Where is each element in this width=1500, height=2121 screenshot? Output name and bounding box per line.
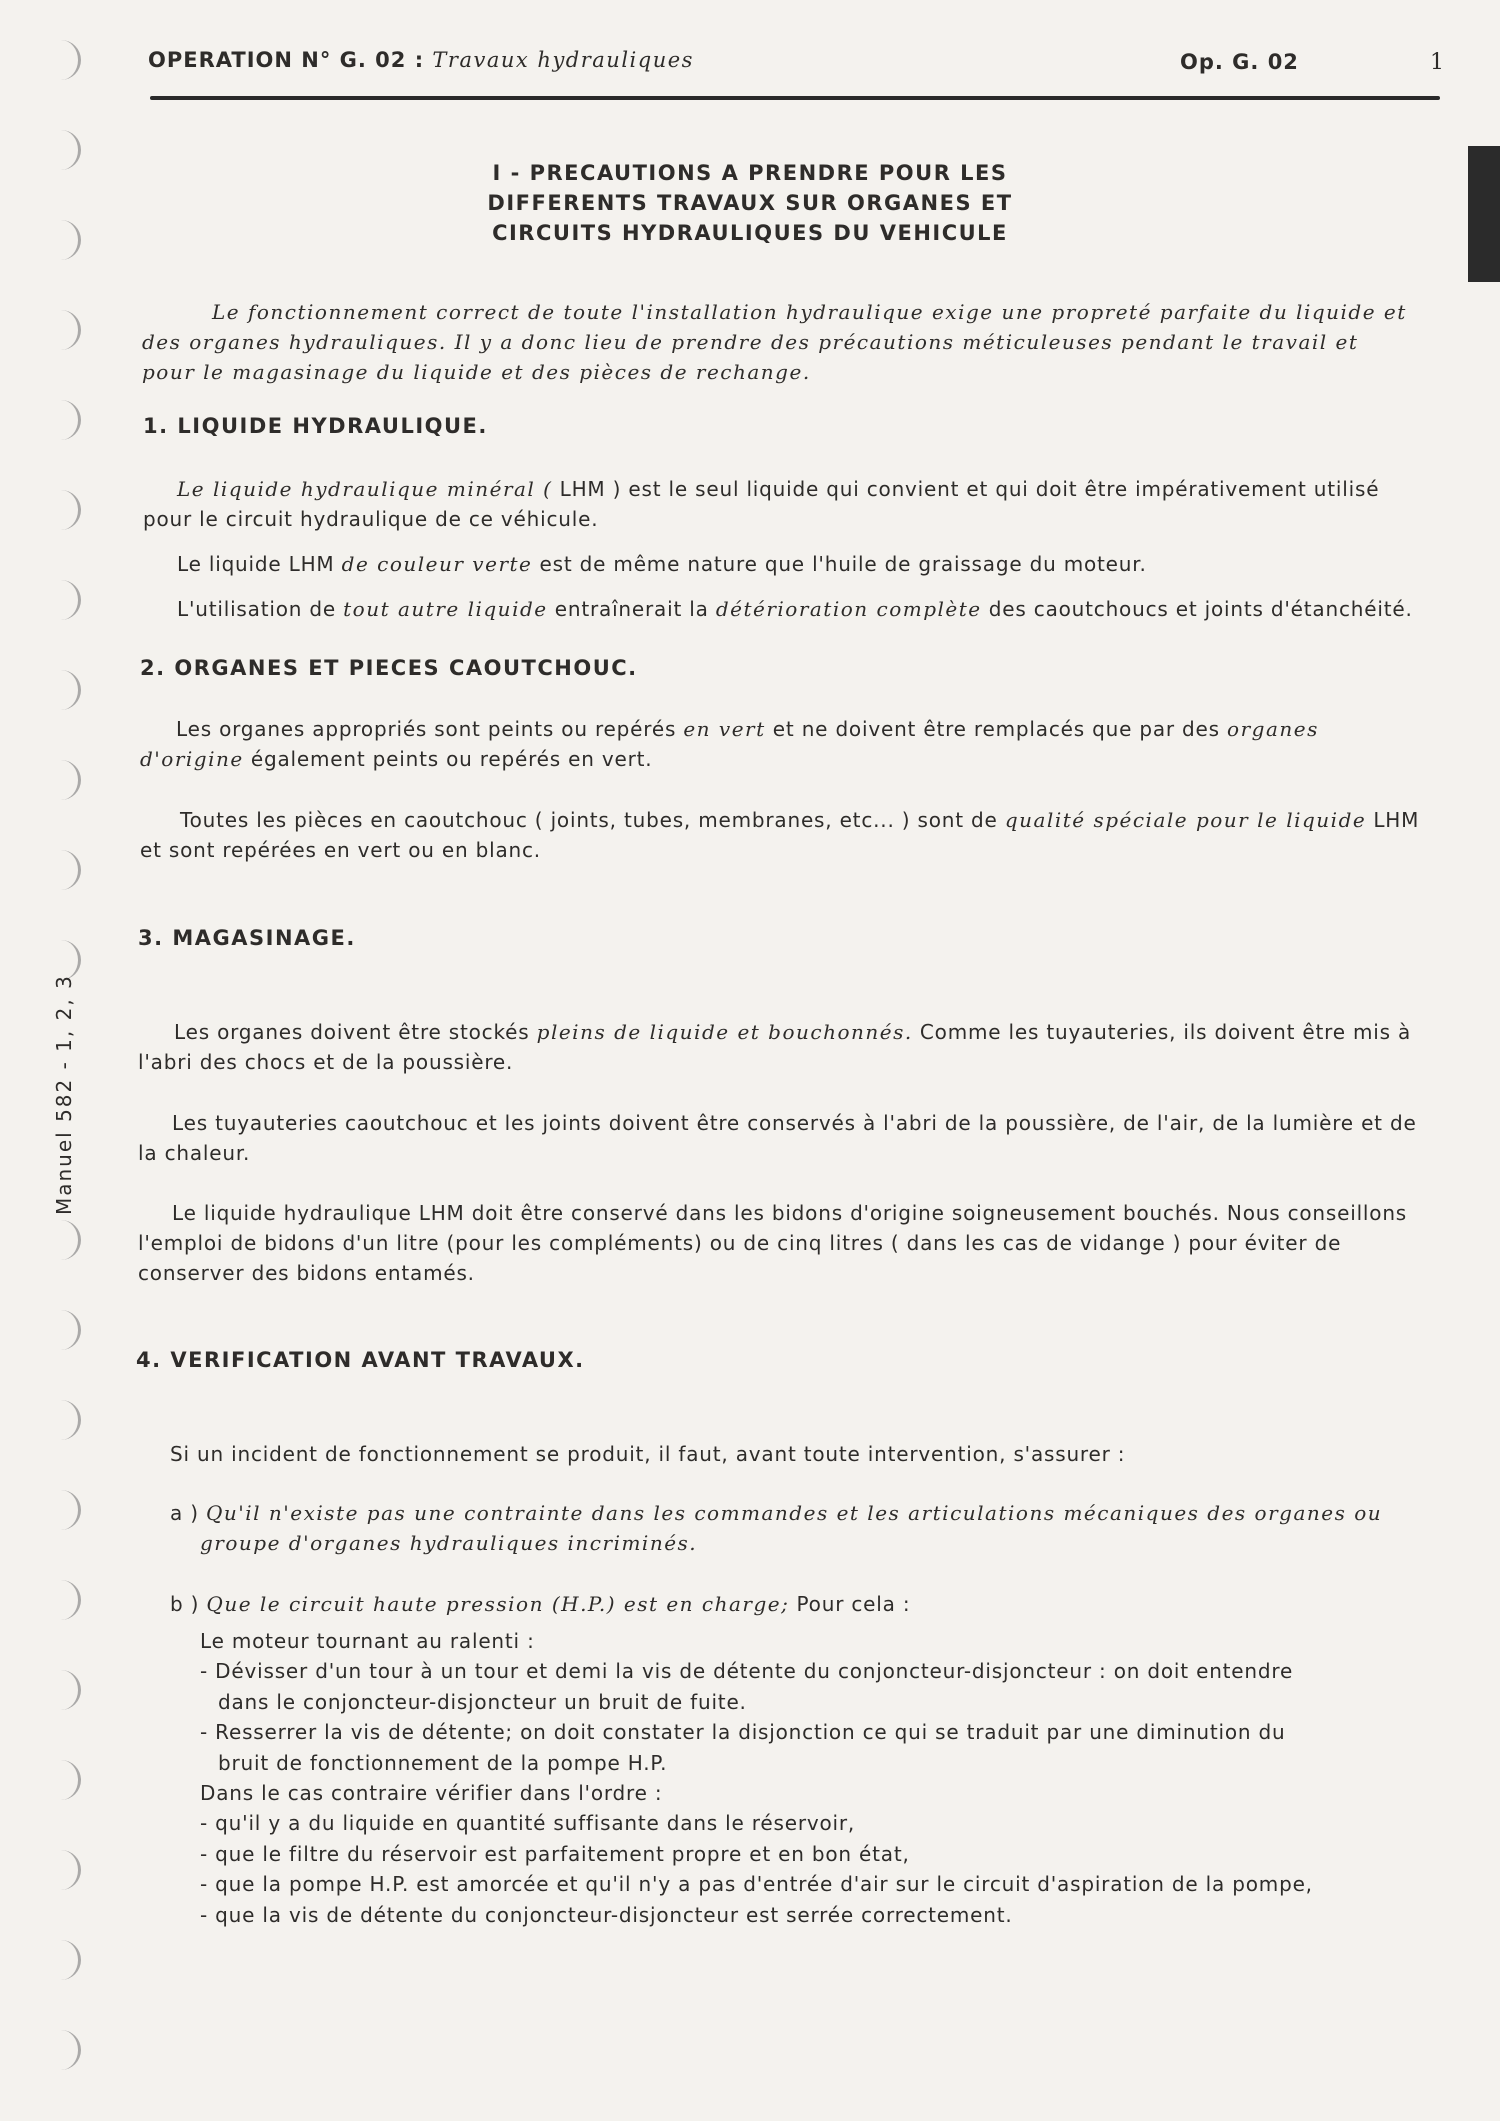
binder-hole [42,850,81,890]
s2-p1-italic: en vert [683,717,766,741]
list-item: - Dévisser d'un tour à un tour et demi la vis de détente du conjoncteur-disjoncteur : on doit entendre [200,1659,1294,1684]
s1-p3-italic: tout autre liquide [343,597,548,621]
s1-p3-italic-2: détérioration complète [715,597,982,621]
op-code: Op. G. 02 [1180,50,1299,74]
binder-hole [42,1940,81,1980]
list-item: - qu'il y a du liquide en quantité suffisante dans le réservoir, [200,1811,856,1836]
s3-paragraph-3: Le liquide hydraulique LHM doit être conservé dans les bidons d'origine soigneusement bouchés. Nous conseillons l'emploi de bidons d'un litre (pour les compléments) ou de cinq litres ( dans les cas de vidange ) pour éviter de conserver des bidons entamés. [138,1201,1408,1285]
binder-hole [42,1670,81,1710]
list-item: - que le filtre du réservoir est parfaitement propre et en bon état, [200,1841,910,1866]
s1-p2-text: Le liquide LHM [177,552,342,576]
s2-paragraph-1 [140,714,1420,774]
operation-title: Travaux hydrauliques [432,48,694,72]
binder-hole [42,1760,81,1800]
s1-paragraph-2 [177,549,1417,579]
binder-hole [42,490,81,530]
binder-hole [42,670,81,710]
list-item: - Resserrer la vis de détente; on doit constater la disjonction ce qui se traduit par une diminution du [200,1720,1286,1745]
header-rule [150,96,1440,100]
page-number: 1 [1430,50,1444,75]
section-tab-marker [1468,146,1500,282]
intro-paragraph: Le fonctionnement correct de toute l'installation hydraulique exige une propreté parfaite du liquide et des organes hydrauliques. Il y a donc lieu de prendre des précautions méticuleuses pendant le travail et pour le magasinage du liquide et des pièces de rechange. [142,300,1407,384]
s2-p1-text: Les organes appropriés sont peints ou repérés [176,717,684,741]
s4-item-b-italic: Que le circuit haute pression (H.P.) est en charge; [206,1592,790,1616]
s1-p3-text-mid: entraînerait la [547,597,716,621]
binder-hole [42,220,81,260]
title-line: CIRCUITS HYDRAULIQUES DU VEHICULE [492,221,1008,245]
binder-hole [42,1220,81,1260]
binder-hole [42,1580,81,1620]
s2-p2-text-end: LHM et sont repérées en vert ou en blanc. [140,808,1420,862]
s4-item-a-text: Qu'il n'existe pas une contrainte dans les commandes et les articulations mécaniques des organes ou groupe d'organes hydrauliques incriminés. [200,1501,1383,1555]
s2-paragraph-2 [140,805,1425,865]
list-item: - que la vis de détente du conjoncteur-disjoncteur est serrée correctement. [200,1902,1013,1927]
binder-hole [42,1850,81,1890]
section-heading-magasinage: 3. MAGASINAGE. [138,926,356,950]
binder-hole [42,400,81,440]
binder-hole [42,760,81,800]
s2-p1-italic-2: organes d'origine [140,717,1319,771]
s2-p1-text-mid: et ne doivent être remplacés que par des [765,717,1228,741]
s4-item-b-text: Pour cela : [789,1592,911,1616]
s1-p1-text: LHM ) est le seul liquide qui convient et qui doit être impérativement utilisé pour le circuit hydraulique de ce véhicule. [143,477,1380,531]
s1-p2-text-end: est de même nature que l'huile de graissage du moteur. [532,552,1147,576]
title-line: DIFFERENTS TRAVAUX SUR ORGANES ET [487,191,1013,215]
s3-paragraph-1 [138,1017,1418,1077]
s4-item-b [170,1589,1410,1619]
s3-p1-italic: pleins de liquide et bouchonnés. [536,1020,913,1044]
s1-p3-text-end: des caoutchoucs et joints d'étanchéité. [981,597,1413,621]
s4-procedure-list [200,1626,1400,1930]
binder-hole [42,1310,81,1350]
list-item: bruit de fonctionnement de la pompe H.P. [218,1750,668,1775]
binder-hole [42,310,81,350]
s1-p2-italic: de couleur verte [341,552,533,576]
s1-p1-italic: Le liquide hydraulique minéral ( [177,477,553,501]
binder-hole [42,130,81,170]
header-operation [148,48,694,72]
s2-p2-italic: qualité spéciale pour le liquide [1004,808,1367,832]
s4-item-b-label: b ) [170,1592,207,1616]
binder-hole [42,580,81,620]
binder-hole [42,1400,81,1440]
binder-hole [42,2030,81,2070]
list-item: Dans le cas contraire vérifier dans l'ordre : [200,1781,663,1806]
s1-paragraph-3 [177,594,1417,624]
s2-p1-text-end: également peints ou repérés en vert. [243,747,653,771]
s3-p1-text-end: Comme les tuyauteries, ils doivent être mis à l'abri des chocs et de la poussière. [138,1020,1412,1074]
s3-p1-text: Les organes doivent être stockés [174,1020,537,1044]
section-heading-organes: 2. ORGANES ET PIECES CAOUTCHOUC. [140,656,638,680]
s1-p3-text: L'utilisation de [177,597,344,621]
page-title [400,158,1100,248]
list-item: dans le conjoncteur-disjoncteur un bruit de fuite. [218,1689,747,1714]
title-line: I - PRECAUTIONS A PRENDRE POUR LES [492,161,1008,185]
binder-hole [42,40,81,80]
s1-paragraph-1 [143,474,1413,534]
list-item: - que la pompe H.P. est amorcée et qu'il n'y a pas d'entrée d'air sur le circuit d'aspiration de la pompe, [200,1872,1313,1897]
s4-intro: Si un incident de fonctionnement se produit, il faut, avant toute intervention, s'assurer : [170,1442,1126,1466]
s4-item-a-label: a ) [170,1501,206,1525]
s3-paragraph-2: Les tuyauteries caoutchouc et les joints doivent être conservés à l'abri de la poussière, de l'air, de la lumière et de la chaleur. [138,1111,1417,1165]
manual-reference: Manuel 582 - 1, 2, 3 [52,974,76,1215]
section-heading-verification: 4. VERIFICATION AVANT TRAVAUX. [136,1348,585,1372]
s2-p2-text: Toutes les pièces en caoutchouc ( joints, tubes, membranes, etc... ) sont de [180,808,1005,832]
section-heading-liquide: 1. LIQUIDE HYDRAULIQUE. [143,414,488,438]
s4-item-a [170,1498,1440,1558]
list-item: Le moteur tournant au ralenti : [200,1629,535,1653]
operation-number: OPERATION N° G. 02 : [148,48,425,72]
binder-hole [42,1490,81,1530]
